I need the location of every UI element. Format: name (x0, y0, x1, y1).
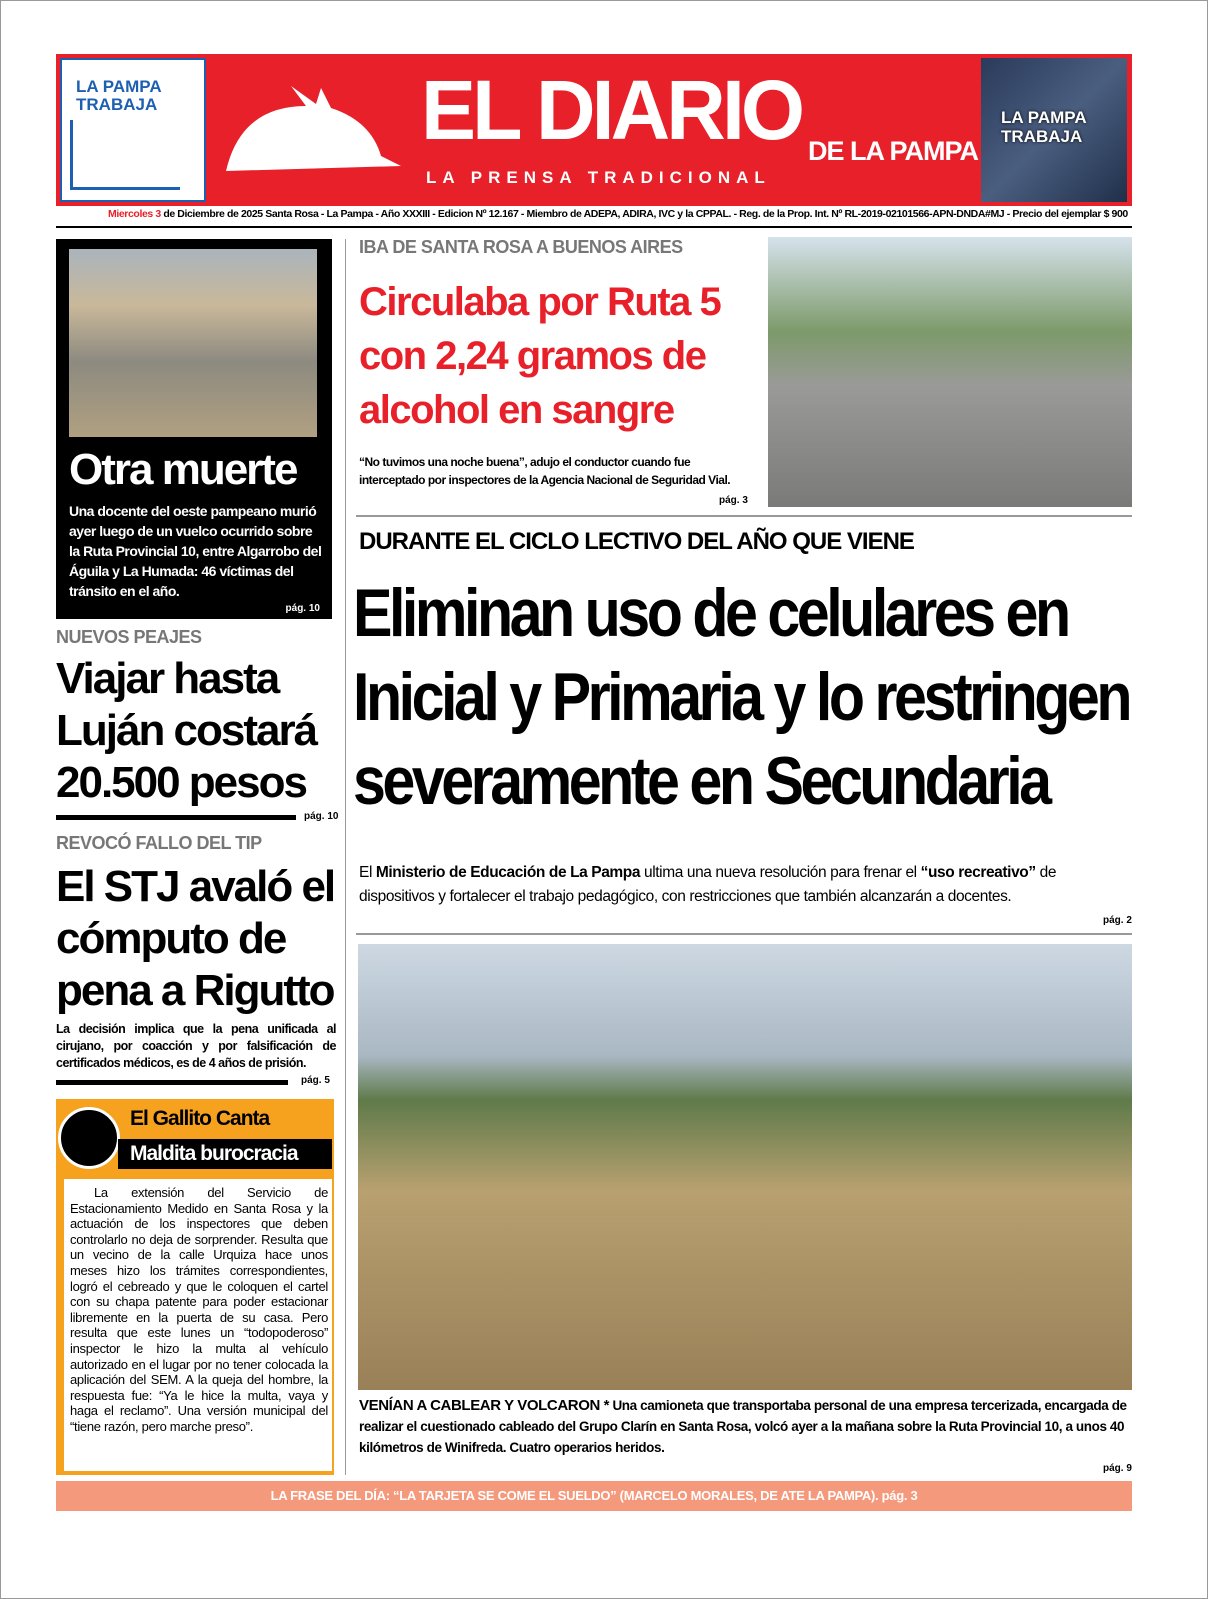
kicker: REVOCÓ FALLO DEL TIP (56, 833, 262, 853)
lead-bold: “uso recreativo” (920, 864, 1036, 881)
headline-peajes[interactable]: Viajar hasta Luján costará 20.500 pesos (56, 654, 317, 807)
kicker: IBA DE SANTA ROSA A BUENOS AIRES (359, 237, 683, 257)
divider (356, 515, 1132, 517)
masthead-title: EL DIARIO (421, 63, 802, 157)
masthead-subtitle: DE LA PAMPA (808, 136, 978, 166)
story-otra-muerte[interactable] (56, 239, 332, 619)
headline-ruta5[interactable]: Circulaba por Ruta 5 con 2,24 gramos de alcohol en sangre (359, 280, 721, 432)
main-headline[interactable]: Eliminan uso de celulares en Inicial y Primaria y lo restringen severamente en Secundaria (353, 575, 1129, 819)
summary: “No tuvimos una noche buena”, adujo el conductor cuando fue interceptado por inspectores de la Agencia Nacional de Seguridad Vial. (359, 455, 731, 487)
column-body-box (64, 1179, 332, 1471)
promo-right[interactable] (981, 58, 1127, 202)
column-rule (345, 239, 346, 1475)
divider (56, 815, 296, 820)
promo-text: TRABAJA (1001, 127, 1083, 146)
main-lead (359, 861, 1131, 909)
summary: Una docente del oeste pampeano murió ayer luego de un vuelco ocurrido sobre la Ruta Provincial 10, entre Algarrobo del Águila y La Humada: 46 víctimas del tránsito en el año. (69, 503, 322, 599)
promo-text: LA PAMPA (1001, 108, 1087, 127)
masthead (56, 54, 1132, 206)
masthead-tagline: LA PRENSA TRADICIONAL (426, 168, 771, 187)
caption-kicker: VENÍAN A CABLEAR Y VOLCARON * (359, 1397, 610, 1414)
column-title: Maldita burocracia (118, 1139, 332, 1169)
page-ref: pág. 3 (719, 495, 748, 506)
lead-text: El (359, 864, 376, 881)
gallito-box (56, 1099, 334, 1475)
lead-text: ultima una nueva resolución para frenar el (640, 864, 921, 881)
page-ref: pág. 10 (304, 811, 339, 822)
divider (56, 1080, 288, 1085)
promo-text: LA PAMPA (76, 77, 162, 96)
photo-caption (359, 1395, 1131, 1458)
promo-left[interactable] (60, 58, 206, 202)
lead-text: de dispositivos y fortalecer el trabajo pedagógico, con restricciones que también alcanzarán a docentes. (359, 864, 1057, 905)
summary: La decisión implica que la pena unificada al cirujano, por coacción y por falsificación de certificados médicos, es de 4 años de prisión. (56, 1022, 336, 1070)
dateline-text: de Diciembre de 2025 Santa Rosa - La Pampa - Año XXXIII - Edicion Nº 12.167 - Miembro de ADEPA, ADIRA, IVC y la CPPAL. - Reg. de la Prop. Int. Nº RL-2019-02101566-APN-DNDA#MJ - Precio del ejemplar $ 900 (160, 208, 1128, 220)
rooster-icon (58, 1107, 120, 1169)
headline: Otra muerte (69, 445, 297, 494)
column-body: La extensión del Servicio de Estacionamiento Medido en Santa Rosa y la actuación de los inspectores que deben controlarlo no deja de sorprender. Resulta que un vecino de la calle Urquiza hace unos meses hizo los trámites correspondientes, logró el cebreado y que le coloquen el cartel con su chapa patente para poder estacionar libremente en la puerta de su casa. Pero resulta que este lunes un “todopoderoso” inspector le hizo la multa al vehículo autorizado en el lugar por no tener colocada la aplicación del SEM. A la queja del hombre, la respuesta fue: “Ya le hice la multa, vaya y haga el reclamo”. Una versión municipal del “tiene razón, pero marche preso”. (70, 1185, 328, 1434)
kicker: NUEVOS PEAJES (56, 627, 202, 647)
crash-photo (69, 249, 317, 437)
page-ref: pág. 5 (301, 1075, 330, 1086)
promo-text: TRABAJA (76, 95, 158, 114)
page-ref: pág. 10 (285, 603, 320, 614)
checkpoint-photo (768, 237, 1132, 507)
dateline (56, 208, 1132, 228)
frase-del-dia: LA FRASE DEL DÍA: “LA TARJETA SE COME EL SUELDO” (MARCELO MORALES, DE ATE LA PAMPA). pág. 3 (56, 1481, 1132, 1511)
overturned-truck-photo (358, 944, 1132, 1390)
kicker: DURANTE EL CICLO LECTIVO DEL AÑO QUE VIENE (359, 528, 914, 555)
page-ref: pág. 9 (1103, 1463, 1132, 1474)
caption-text: Una camioneta que transportaba personal de una empresa tercerizada, encargada de realizar el cuestionado cableado del Grupo Clarín en Santa Rosa, volcó ayer a la mañana sobre la Ruta Provincial 10, a unos 40 kilómetros de Winifreda. Cuatro operarios heridos. (359, 1398, 1127, 1455)
headline-stj[interactable]: El STJ avaló el cómputo de pena a Rigutto (56, 862, 335, 1015)
section-title: El Gallito Canta (130, 1107, 270, 1130)
page-ref: pág. 2 (1103, 915, 1132, 926)
lead-bold: Ministerio de Educación de La Pampa (375, 864, 641, 881)
province-outline-icon (70, 120, 180, 190)
date-day: Miercoles 3 (108, 208, 161, 220)
logo-sun-icon (221, 86, 401, 176)
divider (356, 933, 1132, 935)
